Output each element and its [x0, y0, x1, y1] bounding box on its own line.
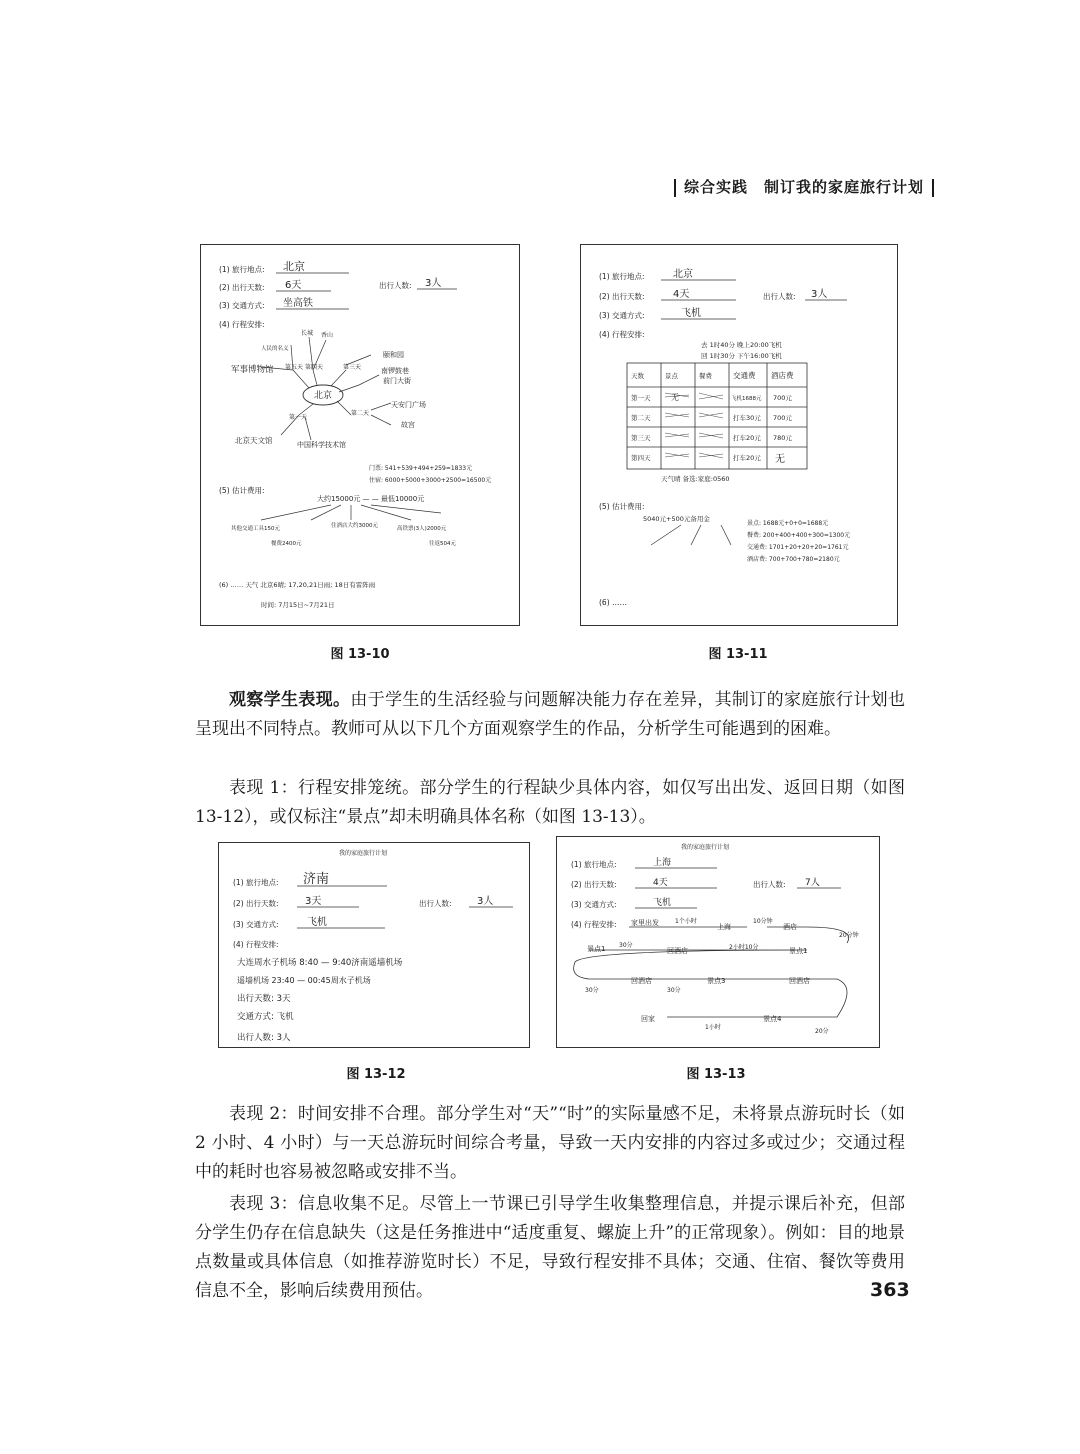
divider [932, 179, 934, 197]
f12-value-2: 3天 [305, 896, 322, 907]
f13-time-5: 2小时10分 [729, 944, 759, 951]
figure-13-13-caption: 图 13-13 [686, 1067, 746, 1082]
f11-td-4-1: 第四天 [631, 454, 651, 462]
f13-value-1: 上海 [653, 858, 672, 868]
f10-map-node-1: 军事博物馆 [231, 365, 274, 375]
f13-value-2: 4天 [653, 878, 668, 888]
f12-value-people: 3人 [477, 896, 494, 907]
f11-value-3: 飞机 [681, 308, 701, 319]
f10-time: 时间: 7月15日~7月21日 [261, 601, 335, 609]
f11-label-2: (2) 出行天数: [599, 292, 645, 301]
f10-map-node-10: 天安门广场 [391, 401, 426, 409]
f11-cost-3: 餐费: 200+400+400+300=1300元 [747, 532, 851, 539]
figure-13-12 [218, 842, 530, 1048]
f13-value-people: 7人 [805, 878, 820, 888]
figure-13-13 [556, 836, 880, 1048]
f10-cost-7: 高铁票(3人)2000元 [397, 526, 447, 532]
f11-label-people: 出行人数: [763, 292, 796, 301]
f13-step-7: 景点3 [707, 977, 726, 985]
f12-label-2: (2) 出行天数: [233, 899, 279, 908]
f12-label-people: 出行人数: [419, 899, 452, 908]
f11-label-6: (6) …… [599, 598, 628, 607]
figure-13-11 [580, 244, 898, 626]
page-number: 363 [870, 1279, 910, 1301]
f13-time-1: 1个小时 [675, 918, 697, 925]
f10-map-node-15: 香山 [321, 332, 334, 339]
f10-map-center: 北京 [314, 391, 333, 401]
paragraph-1-text: 由于学生的生活经验与问题解决能力存在差异，其制订的家庭旅行计划也呈现出不同特点。教师可从以下几个方面观察学生的作品，分析学生可能遇到的困难。 [195, 690, 906, 739]
f12-label-1: (1) 旅行地点: [233, 878, 279, 887]
f12-note-1: 大连周水子机场 8:40 — 9:40济南遥墙机场 [237, 958, 403, 968]
f11-label-5: (5) 估计费用: [599, 502, 645, 511]
f13-time-7: 30分 [667, 987, 681, 994]
f11-label-4: (4) 行程安排: [599, 330, 645, 339]
figure-13-10 [200, 244, 520, 626]
f13-step-0: 家里出发 [631, 919, 659, 927]
f11-td-3-1: 第三天 [631, 434, 651, 442]
f11-td-1-5: 700元 [773, 394, 792, 402]
f11-th-3: 餐费 [699, 372, 712, 380]
f13-time-9: 20分 [815, 1028, 829, 1035]
figure-13-11-drawing [581, 245, 897, 625]
figure-13-10-drawing [201, 245, 519, 625]
f13-step-9: 回家 [641, 1015, 655, 1023]
f13-label-3: (3) 交通方式: [571, 900, 617, 909]
f11-cost-5: 酒店费: 700+700+780=2180元 [747, 556, 840, 563]
f13-time-3: 20分钟 [839, 932, 859, 939]
f10-map-node-4: 第三天 [343, 364, 362, 371]
f13-step-6: 回酒店 [631, 977, 652, 985]
f10-map-node-14: 人民的名义 [261, 346, 289, 352]
f10-value-1: 北京 [283, 260, 305, 273]
f11-table-footer: 天气晴 备选:家庭:0560 [661, 475, 730, 483]
f11-th-4: 交通费 [733, 371, 756, 380]
f13-time-4: 30分 [619, 942, 633, 949]
f10-cost-5: 住酒店大约3000元 [331, 523, 378, 529]
f11-td-2-1: 第二天 [631, 414, 651, 422]
f11-flight-2: 回 1时30分 下午16:00飞机 [701, 352, 782, 360]
f13-step-4: 回酒店 [667, 947, 688, 955]
f10-map-node-3: 第四天 [305, 364, 324, 371]
paragraph-2: 表现 1：行程安排笼统。部分学生的行程缺少具体内容，如仅写出出发、返回日期（如图 13-12），或仅标注“景点”却未明确具体名称（如图 13-13）。 [195, 778, 905, 827]
f11-cost-2: 景点: 1688元+0+0=1688元 [747, 520, 829, 527]
f10-label-3: (3) 交通方式: [219, 301, 265, 310]
f11-td-1-4: 飞机1688元 [731, 396, 762, 402]
f12-note-5: 出行人数: 3人 [237, 1033, 291, 1043]
f10-value-2: 6天 [285, 280, 302, 291]
f12-title: 我的家庭旅行计划 [339, 850, 388, 857]
f13-time-6: 30分 [585, 987, 599, 994]
f12-note-2: 遥墙机场 23:40 — 00:45周水子机场 [237, 976, 371, 985]
f11-td-2-5: 700元 [773, 414, 792, 422]
f11-td-4-5: 无 [775, 454, 785, 465]
f11-value-people: 3人 [811, 289, 828, 300]
figure-13-12-drawing [219, 843, 529, 1047]
f11-th-1: 天数 [631, 372, 644, 380]
f10-label-1: (1) 旅行地点: [219, 265, 265, 274]
f12-label-3: (3) 交通方式: [233, 920, 279, 929]
f13-title: 我的家庭旅行计划 [681, 844, 730, 851]
f10-cost-4: 其他交通工具150元 [231, 526, 280, 532]
f12-label-4: (4) 行程安排: [233, 940, 279, 949]
f10-map-node-11: 故宫 [401, 421, 415, 429]
f13-step-10: 景点4 [763, 1015, 782, 1023]
f10-map-node-16: 长城 [301, 330, 314, 337]
f10-cost-2: 住宿: 6000+5000+3000+2500=16500元 [369, 477, 492, 484]
f13-step-2: 酒店 [783, 923, 797, 931]
f13-time-8: 1小时 [705, 1024, 721, 1031]
f10-cost-6: 餐费2400元 [271, 541, 302, 547]
f11-td-1-2: 无 [671, 393, 679, 402]
f13-step-8: 回酒店 [789, 977, 810, 985]
f10-label-2: (2) 出行天数: [219, 283, 265, 292]
f13-value-3: 飞机 [653, 898, 672, 908]
f13-step-1: 上海 [717, 923, 731, 931]
f10-map-node-8: 南锣鼓巷 [381, 367, 409, 375]
f10-label-6: (6) …… 天气 北京6晴; 17,20,21日雨; 18日有雷阵雨 [219, 581, 376, 589]
f11-cost-4: 交通费: 1701+20+20+20=1761元 [747, 544, 849, 551]
f13-label-4: (4) 行程安排: [571, 920, 617, 929]
f13-step-5: 景点1 [789, 947, 808, 955]
f11-cost-1: 5040元+500元备用金 [643, 515, 710, 523]
f13-time-2: 10分钟 [753, 918, 773, 925]
f10-map-node-12: 北京天文馆 [235, 436, 273, 445]
f11-td-2-4: 打车30元 [733, 414, 761, 422]
f10-map-node-2: 第五天 [285, 364, 304, 371]
running-head-text: 综合实践 制订我的家庭旅行计划 [683, 178, 924, 196]
figure-13-13-drawing [557, 837, 879, 1047]
f12-value-1: 济南 [303, 872, 330, 887]
figure-13-10-caption: 图 13-10 [330, 647, 390, 662]
f10-cost-1: 门票: 541+539+494+259=1833元 [369, 465, 473, 472]
f10-value-3: 坐高铁 [283, 298, 313, 309]
f10-cost-8: 往返504元 [429, 541, 456, 547]
f11-label-1: (1) 旅行地点: [599, 272, 645, 281]
f11-td-1-1: 第一天 [631, 394, 651, 402]
paragraph-1 [195, 686, 905, 744]
f10-cost-3: 大约15000元 — — 最低10000元 [317, 495, 425, 503]
f10-label-people: 出行人数: [379, 281, 412, 290]
figure-13-12-caption: 图 13-12 [346, 1067, 406, 1082]
f10-value-people: 3人 [425, 278, 442, 289]
f11-value-1: 北京 [673, 269, 693, 280]
figure-13-11-caption: 图 13-11 [708, 647, 768, 662]
f10-map-node-6: 第一天 [289, 414, 308, 421]
f11-value-2: 4天 [673, 289, 690, 300]
f10-map-node-13: 中国科学技术馆 [297, 441, 346, 449]
f12-note-4: 交通方式: 飞机 [237, 1012, 294, 1022]
f11-th-5: 酒店费 [771, 371, 794, 380]
f11-flight-1: 去 1时40分 晚上20:00飞机 [701, 341, 782, 349]
paragraph-1-lead: 观察学生表现。 [229, 690, 351, 710]
f10-label-4: (4) 行程安排: [219, 320, 265, 329]
f10-map-node-7: 颐和园 [383, 351, 404, 359]
paragraph-3: 表现 2：时间安排不合理。部分学生对“天”“时”的实际量感不足，未将景点游玩时长（如 2 小时、4 小时）与一天总游玩时间综合考量，导致一天内安排的内容过多或过少；交通过程中的耗时也容易被忽略或安排不当。 [195, 1104, 905, 1182]
paragraph-4: 表现 3：信息收集不足。尽管上一节课已引导学生收集整理信息，并提示课后补充，但部分学生仍存在信息缺失（这是任务推进中“适度重复、螺旋上升”的正常现象）。例如：目的地景点数量或具体信息（如推荐游览时长）不足，导致行程安排不具体；交通、住宿、餐饮等费用信息不全，影响后续费用预估。 [195, 1194, 905, 1301]
divider [674, 179, 676, 197]
f12-value-3: 飞机 [307, 917, 327, 928]
f13-label-people: 出行人数: [753, 880, 786, 889]
f10-map-node-5: 第二天 [351, 410, 370, 417]
f11-td-3-5: 780元 [773, 434, 792, 442]
f11-td-3-4: 打车20元 [733, 434, 761, 442]
f11-label-3: (3) 交通方式: [599, 311, 645, 320]
f10-map-node-9: 前门大街 [383, 377, 411, 385]
f13-label-2: (2) 出行天数: [571, 880, 617, 889]
f13-label-1: (1) 旅行地点: [571, 860, 617, 869]
f12-note-3: 出行天数: 3天 [237, 994, 291, 1004]
running-head [666, 176, 942, 197]
f11-td-4-4: 打车20元 [733, 454, 761, 462]
f11-th-2: 景点 [665, 372, 678, 380]
f10-label-5: (5) 估计费用: [219, 486, 265, 495]
f13-step-3: 景点1 [587, 945, 606, 953]
